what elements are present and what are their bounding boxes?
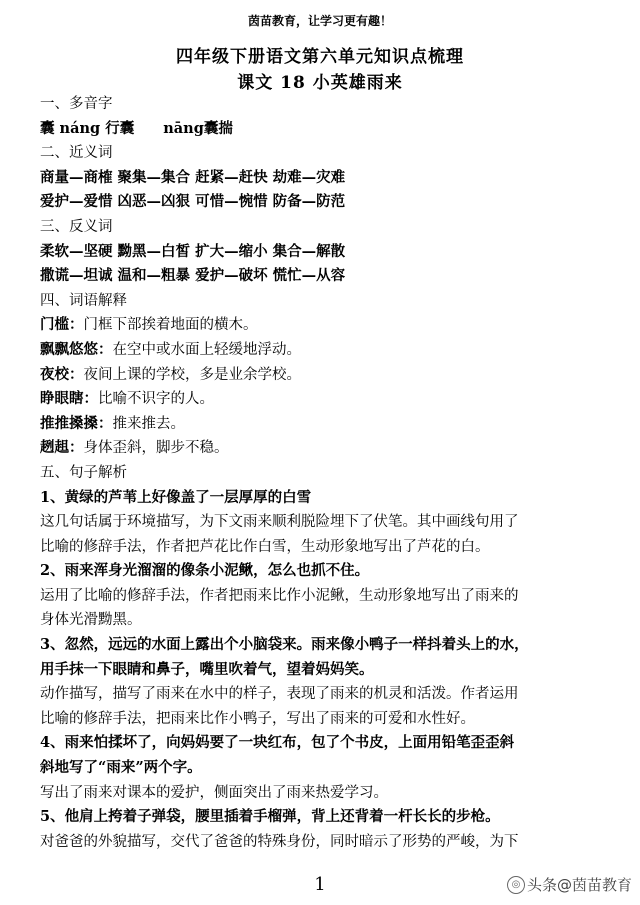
sentence-analysis-3b: 比喻的修辞手法，把雨来比作小鸭子，写出了雨来的可爱和水性好。 [40, 710, 475, 727]
section-heading-sentence-analysis: 五、句子解析 [40, 464, 127, 481]
antonyms-line-2: 撒谎—坦诚 温和—粗暴 爱护—破坏 慌忙—从容 [40, 267, 346, 285]
word-explanation [40, 436, 610, 461]
antonyms-line-1: 柔软—坚硬 黝黑—白皙 扩大—缩小 集合—解散 [40, 242, 346, 260]
sentence-quote-4a: 4、雨来怕揉坏了，向妈妈要了一块红布，包了个书皮，上面用铅笔歪歪斜 [40, 734, 515, 752]
word-explanation [40, 412, 610, 437]
sentence-analysis-5: 对爸爸的外貌描写，交代了爸爸的特殊身份，同时暗示了形势的严峻，为下 [40, 833, 519, 850]
section-heading-synonyms: 二、近义词 [40, 145, 113, 162]
polyphone-line: 囊 náng 行囊 nāng囊揣 [40, 119, 233, 137]
section-heading-polyphone: 一、多音字 [40, 96, 113, 112]
synonyms-line-1: 商量—商榷 聚集—集合 赶紧—赶快 劫难—灾难 [40, 168, 346, 186]
sentence-quote-4b: 斜地写了“雨来”两个字。 [40, 759, 202, 777]
word-explanation [40, 363, 610, 388]
word-explanation [40, 313, 610, 338]
page-title: 四年级下册语文第六单元知识点梳理 [176, 47, 464, 67]
word-definition: 比喻不识字的人。 [98, 391, 214, 408]
word-definition: 门框下部挨着地面的横木。 [83, 317, 258, 334]
sentence-analysis-1b: 比喻的修辞手法，作者把芦花比作白雪，生动形象地写出了芦花的白。 [40, 538, 490, 555]
word-term: 推推搡搡： [40, 414, 113, 432]
word-definition: 推来推去。 [112, 415, 185, 432]
sentence-quote-1: 1、黄绿的芦苇上好像盖了一层厚厚的白雪 [40, 488, 312, 506]
page-number: 1 [314, 874, 326, 895]
sentence-analysis-4: 写出了雨来对课本的爱护，侧面突出了雨来热爱学习。 [40, 784, 388, 801]
watermark-text: 头条@茵苗教育 [526, 876, 632, 894]
word-definition: 夜间上课的学校，多是业余学校。 [83, 366, 301, 383]
word-definition: 在空中或水面上轻缓地浮动。 [112, 341, 301, 358]
sentence-analysis-1a: 这几句话属于环境描写，为下文雨来顺利脱险埋下了伏笔。其中画线句用了 [40, 514, 519, 531]
sentence-analysis-2b: 身体光滑黝黑。 [40, 612, 142, 629]
word-term: 趔趄： [40, 439, 84, 457]
word-term: 夜校： [40, 365, 84, 383]
word-term: 飘飘悠悠： [40, 340, 113, 358]
word-term: 门槛： [40, 316, 84, 334]
sentence-quote-3a: 3、忽然，远远的水面上露出个小脑袋来。雨来像小鸭子一样抖着头上的水， [40, 636, 529, 654]
synonyms-line-2: 爱护—爱惜 凶恶—凶狠 可惜—惋惜 防备—防范 [40, 193, 346, 211]
word-definition: 身体歪斜，脚步不稳。 [83, 440, 229, 457]
watermark-logo-icon: ◎ [507, 876, 525, 894]
page-subtitle: 课文 18 小英雄雨来 [237, 73, 403, 93]
word-explanation [40, 338, 610, 363]
header-tagline: 茵苗教育，让学习更有趣！ [247, 14, 392, 28]
sentence-quote-3b: 用手抹一下眼睛和鼻子，嘴里吹着气，望着妈妈笑。 [40, 660, 374, 678]
section-heading-word-explanations: 四、词语解释 [40, 292, 127, 309]
source-watermark [507, 874, 632, 895]
word-explanation [40, 387, 610, 412]
word-term: 睁眼瞎： [40, 390, 98, 408]
sentence-analysis-3a: 动作描写，描写了雨来在水中的样子，表现了雨来的机灵和活泼。作者运用 [40, 686, 519, 703]
document-body [40, 92, 610, 854]
section-heading-antonyms: 三、反义词 [40, 218, 113, 235]
sentence-quote-2: 2、雨来浑身光溜溜的像条小泥鳅，怎么也抓不住。 [40, 562, 370, 580]
sentence-analysis-2a: 运用了比喻的修辞手法，作者把雨来比作小泥鳅，生动形象地写出了雨来的 [40, 587, 519, 604]
sentence-quote-5: 5、他肩上挎着子弹袋，腰里插着手榴弹，背上还背着一杆长长的步枪。 [40, 808, 500, 826]
